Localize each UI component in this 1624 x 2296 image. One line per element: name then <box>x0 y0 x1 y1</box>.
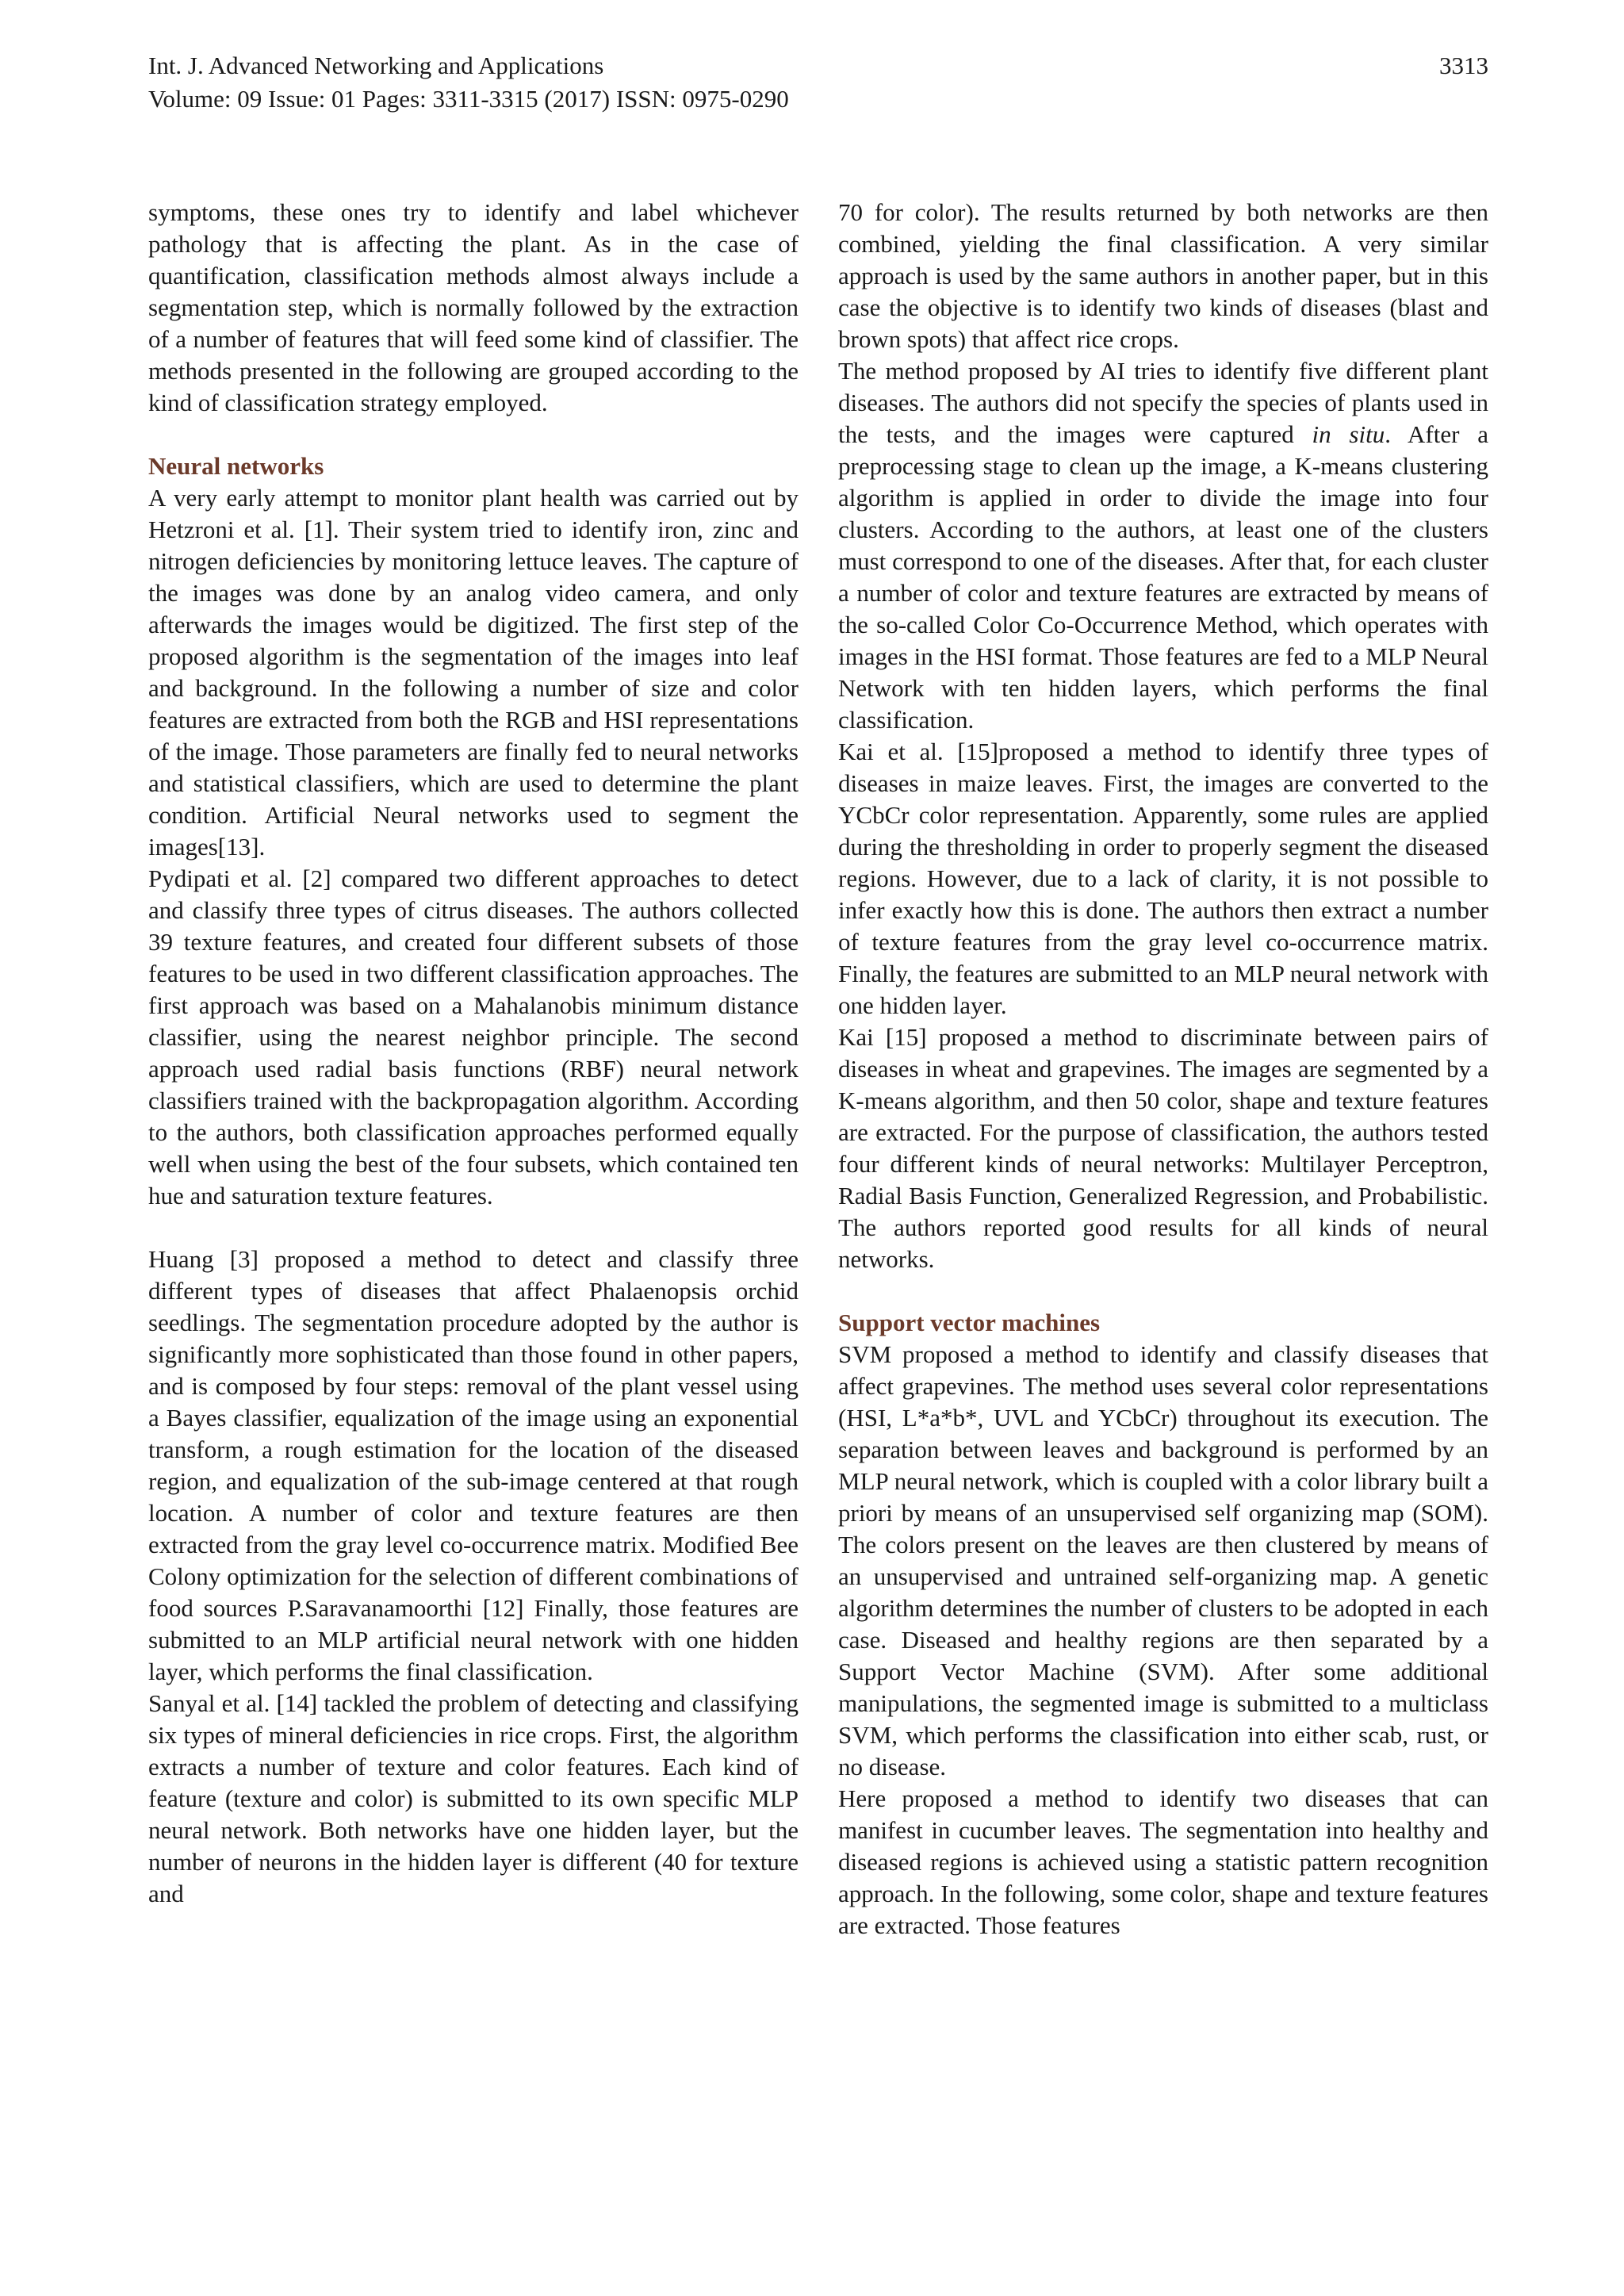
paragraph-hetzroni: A very early attempt to monitor plant health was carried out by Hetzroni et al. [1]. Their system tried to identify iron, zinc and nitrogen deficiencies by monitoring lettuce leaves. The capture of the images was done by an analog video camera, and only afterwards the images would be digitized. The first step of the proposed algorithm is the segmentation of the images into leaf and background. In the following a number of size and color features are extracted from both the RGB and HSI representations of the image. Those parameters are finally fed to neural networks and statistical classifiers, which are used to determine the plant condition. Artificial Neural networks used to segment the images[13]. <box>148 484 799 861</box>
paragraph-intro: symptoms, these ones try to identify and label whichever pathology that is affecting the plant. As in the case of quantification, classification methods almost always include a segmentation step, which is normally followed by the extraction of a number of features that will feed some kind of classifier. The methods presented in the following are grouped according to the kind of classification strategy employed. <box>148 198 799 416</box>
paragraph-ai <box>838 355 1488 736</box>
left-column <box>148 197 799 1910</box>
section-heading-neural-networks: Neural networks <box>148 452 324 480</box>
spacer <box>148 419 799 450</box>
paragraph-cucumber: Here proposed a method to identify two diseases that can manifest in cucumber leaves. The segmentation into healthy and diseased regions is achieved using a statistic pattern recognition approach. In the following, some color, shape and texture features are extracted. Those features <box>838 1784 1488 1939</box>
paragraph-svm: SVM proposed a method to identify and classify diseases that affect grapevines. The method uses several color representations (HSI, L*a*b*, UVL and YCbCr) throughout its execution. The separation between leaves and background is performed by an MLP neural network, which is coupled with a color library built a priori by means of an unsupervised self organizing map (SOM). The colors present on the leaves are then clustered by means of an unsupervised and untrained self-organizing map. A genetic algorithm determines the number of clusters to be adopted in each case. Diseased and healthy regions are then separated by a Support Vector Machine (SVM). After some additional manipulations, the segmented image is submitted to a multiclass SVM, which performs the classification into either scab, rust, or no disease. <box>838 1340 1488 1780</box>
section-heading-svm: Support vector machines <box>838 1309 1101 1336</box>
paragraph-kai-wheat: Kai [15] proposed a method to discriminate between pairs of diseases in wheat and grapevines. The images are segmented by a K-means algorithm, and then 50 color, shape and texture features are extracted. For the purpose of classification, the authors tested four different kinds of neural networks: Multilayer Perceptron, Radial Basis Function, Generalized Regression, and Probabilistic. The authors reported good results for all kinds of neural networks. <box>838 1023 1488 1273</box>
paragraph-continued: 70 for color). The results returned by both networks are then combined, yielding the final classification. A very similar approach is used by the same authors in another paper, but in this case the objective is to identify two kinds of diseases (blast and brown spots) that affect rice crops. <box>838 198 1488 353</box>
paragraph-kai-maize: Kai et al. [15]proposed a method to identify three types of diseases in maize leaves. First, the images are converted to the YCbCr color representation. Apparently, some rules are applied during the thresholding in order to properly segment the diseased regions. However, due to a lack of clarity, it is not possible to infer exactly how this is done. The authors then extract a number of texture features from the gray level co-occurrence matrix. Finally, the features are submitted to an MLP neural network with one hidden layer. <box>838 738 1488 1019</box>
paragraph-sanyal: Sanyal et al. [14] tackled the problem of detecting and classifying six types of mineral deficiencies in rice crops. First, the algorithm extracts a number of texture and color features. Each kind of feature (texture and color) is submitted to its own specific MLP neural network. Both networks have one hidden layer, but the number of neurons in the hidden layer is different (40 for texture and <box>148 1689 799 1907</box>
page-header <box>148 49 1488 116</box>
paragraph-ai-end: . After a preprocessing stage to clean up the image, a K-means clustering algorithm is applied in order to divide the image into four clusters. According to the authors, at least one of the clusters must correspond to one of the diseases. After that, for each cluster a number of color and texture features are extracted by means of the so-called Color Co-Occurrence Method, which operates with images in the HSI format. Those features are fed to a MLP Neural Network with ten hidden layers, which performs the final classification. <box>838 420 1488 734</box>
volume-line: Volume: 09 Issue: 01 Pages: 3311-3315 (2017) ISSN: 0975-0290 <box>148 85 789 113</box>
spacer <box>838 1275 1488 1307</box>
right-column <box>838 197 1488 1941</box>
page-number: 3313 <box>1439 52 1488 79</box>
spacer <box>148 1212 799 1244</box>
paragraph-pydipati: Pydipati et al. [2] compared two different approaches to detect and classify three types of citrus diseases. The authors collected 39 texture features, and created four different subsets of those features to be used in two different classification approaches. The first approach was based on a Mahalanobis minimum distance classifier, using the nearest neighbor principle. The second approach used radial basis functions (RBF) neural network classifiers trained with the backpropagation algorithm. According to the authors, both classification approaches performed equally well when using the best of the four subsets, which contained ten hue and saturation texture features. <box>148 864 799 1209</box>
journal-line <box>148 49 1488 82</box>
paragraph-ai-start: The method proposed by AI tries to identify five different plant diseases. The authors did not specify the species of plants used in the tests, and the images were captured <box>838 357 1488 448</box>
paragraph-huang: Huang [3] proposed a method to detect and classify three different types of diseases that affect Phalaenopsis orchid seedlings. The segmentation procedure adopted by the author is significantly more sophisticated than those found in other papers, and is composed by four steps: removal of the plant vessel using a Bayes classifier, equalization of the image using an exponential transform, a rough estimation for the location of the diseased region, and equalization of the sub-image centered at that rough location. A number of color and texture features are then extracted from the gray level co-occurrence matrix. Modified Bee Colony optimization for the selection of different combinations of food sources P.Saravanamoorthi [12] Finally, those features are submitted to an MLP artificial neural network with one hidden layer, which performs the final classification. <box>148 1245 799 1685</box>
journal-title: Int. J. Advanced Networking and Applications <box>148 52 604 79</box>
in-situ-term: in situ <box>1312 420 1385 448</box>
